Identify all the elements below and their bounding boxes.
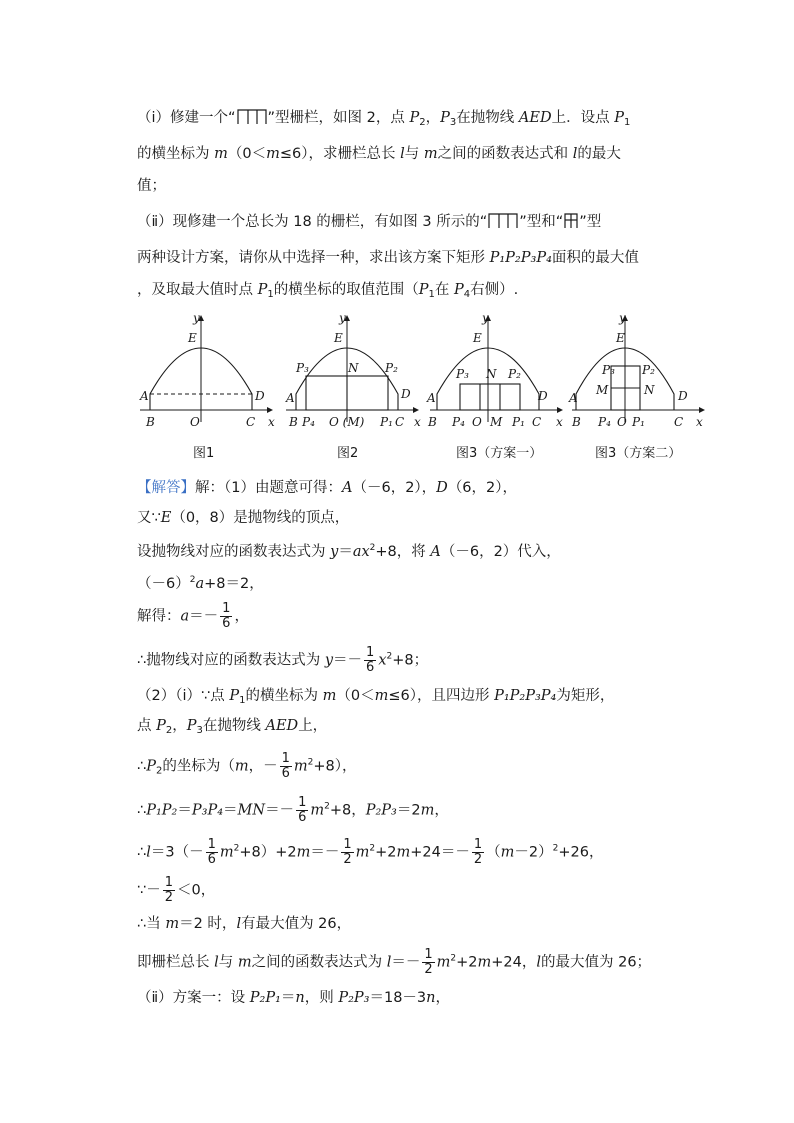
grid-fence-shape-icon	[563, 212, 579, 228]
var: MN	[237, 802, 266, 819]
var: m	[293, 758, 308, 775]
numerator: 1	[424, 947, 433, 962]
text: 与	[404, 146, 424, 162]
var: P	[257, 282, 268, 298]
var: P	[156, 718, 166, 734]
text: ＝－	[189, 608, 219, 625]
var: m	[436, 954, 451, 971]
var: ax	[352, 544, 370, 560]
label-P3: P₃	[296, 361, 309, 375]
text: 与	[218, 954, 238, 971]
label-y: y	[482, 311, 489, 325]
figure-3-plan-1	[426, 310, 574, 432]
var: n	[295, 990, 305, 1006]
var: y	[330, 544, 339, 560]
label-x: x	[268, 415, 275, 429]
numerator: 1	[164, 875, 174, 890]
text: 的横坐标的取值范围（	[273, 282, 419, 298]
var: D	[436, 480, 448, 496]
sup: 2	[369, 843, 376, 854]
var: m	[374, 688, 389, 704]
text: 右侧）.	[470, 282, 519, 298]
text: +24＝－	[410, 844, 470, 861]
var: m	[234, 758, 249, 775]
text: ，	[234, 608, 249, 625]
var: l	[400, 146, 405, 162]
var: P	[440, 110, 450, 126]
text: ”型栅栏，如图 2，点	[267, 110, 410, 126]
answer-line-5	[137, 602, 249, 631]
numerator: 1	[366, 645, 375, 660]
denominator: 6	[298, 810, 307, 825]
text: ∴	[137, 844, 147, 861]
answer-line-6	[137, 646, 428, 675]
var: l	[572, 146, 578, 162]
text: 的最大值为 26；	[541, 954, 652, 971]
var: P	[614, 110, 624, 126]
label-A: A	[427, 391, 436, 405]
fraction	[341, 838, 353, 867]
label-B: B	[428, 415, 437, 429]
label-P1: P₁	[380, 415, 393, 429]
label-D: D	[401, 387, 411, 401]
text: （6，2），	[447, 480, 518, 496]
problem-i-line-1	[137, 108, 630, 133]
label-N: N	[486, 367, 497, 381]
label-P1: P₁	[512, 415, 525, 429]
text: ＝－	[333, 652, 363, 669]
text: 有最大值为 26，	[241, 916, 352, 932]
fraction	[220, 602, 232, 631]
problem-i-line-2	[137, 144, 621, 164]
caption-figure-2: 图2	[337, 446, 359, 461]
text: ∵－	[137, 882, 161, 899]
text: 两种设计方案，请你从中选择一种，求出该方案下矩形	[137, 250, 490, 266]
label-O: O	[617, 415, 627, 429]
numerator: 1	[298, 795, 307, 810]
figure-1	[136, 310, 284, 432]
var: P₁P₂	[146, 802, 178, 819]
var: x	[378, 652, 387, 669]
text: 之间的函数表达式和	[437, 146, 573, 162]
denominator: 2	[473, 852, 483, 867]
label-C: C	[246, 415, 256, 429]
text: ，	[172, 718, 187, 734]
text: +2	[456, 954, 478, 971]
text: ≤6），求栅栏总长	[279, 146, 401, 162]
label-y: y	[619, 311, 626, 325]
text: +8，	[329, 802, 366, 819]
var: P₃P₄	[191, 802, 224, 819]
label-O: O	[472, 415, 482, 429]
text: 的坐标为（	[162, 758, 235, 775]
fraction	[163, 876, 175, 905]
fence-shape-icon	[487, 212, 519, 228]
label-P2: P₂	[642, 363, 655, 377]
text: 的横坐标为	[245, 688, 323, 704]
sub: 3	[196, 725, 203, 736]
label-y: y	[339, 311, 346, 325]
var: y	[324, 652, 334, 669]
text: ∴抛物线对应的函数表达式为	[137, 652, 325, 669]
caption-figure-3-plan-2: 图3（方案二）	[595, 446, 682, 461]
label-P4: P₄	[452, 415, 465, 429]
var: P	[454, 282, 464, 298]
sub: 2	[156, 765, 163, 777]
text: ＝3（－	[150, 844, 204, 861]
var: m	[219, 844, 234, 861]
text: 上．设点	[551, 110, 615, 126]
var: m	[165, 916, 180, 932]
label-O: O	[190, 415, 200, 429]
answer-line-11	[137, 838, 603, 867]
var: AED	[518, 110, 552, 126]
sub: 1	[623, 117, 631, 128]
problem-i-line-3	[137, 176, 166, 196]
label-D: D	[538, 389, 548, 403]
fraction	[280, 752, 292, 781]
problem-ii-line-2	[137, 248, 639, 268]
var: P₁P₂P₃P₄	[494, 688, 557, 704]
fence-shape-icon	[236, 108, 268, 124]
text: ∴当	[137, 916, 166, 932]
text: +8，将	[375, 544, 431, 560]
label-M: M	[596, 383, 609, 397]
text: ＝18－3	[369, 990, 427, 1006]
label-M: M	[490, 415, 503, 429]
text: ≤6），且四边形	[388, 688, 495, 704]
text: +8＝2，	[204, 576, 264, 592]
text: 为矩形，	[556, 688, 615, 704]
numerator: 1	[207, 837, 216, 852]
var: n	[426, 990, 436, 1006]
var: m	[214, 146, 228, 162]
sup: 2	[307, 757, 314, 768]
sub: 3	[449, 117, 457, 128]
var: A	[430, 544, 441, 560]
answer-line-15	[137, 988, 450, 1008]
text: （－6，2），	[352, 480, 437, 496]
label-O-M: O (M)	[329, 415, 365, 429]
var: l	[214, 954, 219, 971]
answer-line-14	[137, 948, 651, 977]
text: ，－	[248, 758, 278, 775]
sup: 2	[386, 651, 393, 662]
sub: 2	[165, 725, 173, 736]
sub: 2	[419, 117, 426, 128]
fraction	[472, 838, 484, 867]
figure-3-plan-2	[568, 310, 716, 432]
problem-ii-line-3	[137, 280, 518, 305]
var: a	[195, 576, 205, 592]
text: （ⅱ）现修建一个总长为 18 的栅栏，有如图 3 所示的“	[137, 214, 488, 230]
var: P₁P₂P₃P₄	[489, 250, 552, 266]
var: m	[310, 802, 325, 819]
text: ＝－	[265, 802, 295, 819]
label-x: x	[696, 415, 703, 429]
text: 上，	[298, 718, 328, 734]
sup: 2	[324, 801, 330, 812]
var: l	[536, 954, 541, 971]
text: 值；	[137, 178, 166, 194]
text: ＝	[223, 802, 238, 819]
sub: 1	[239, 695, 246, 706]
text: ”型和“	[519, 214, 564, 230]
var: P₂P₁	[249, 990, 281, 1006]
label-P4: P₄	[302, 415, 315, 429]
var: m	[420, 802, 435, 819]
denominator: 6	[207, 852, 216, 867]
label-D: D	[678, 389, 688, 403]
text: ＝2	[396, 802, 421, 819]
denominator: 2	[164, 890, 174, 905]
var: l	[146, 844, 151, 861]
text: ＝－	[391, 954, 421, 971]
text: 在	[434, 282, 454, 298]
text: 之间的函数表达式为	[251, 954, 387, 971]
answer-line-2	[137, 508, 349, 528]
var: P	[146, 758, 156, 775]
label-N: N	[348, 361, 359, 375]
denominator: 6	[366, 660, 375, 675]
label-x: x	[414, 415, 421, 429]
label-E: E	[334, 331, 343, 345]
text: +8；	[392, 652, 429, 669]
label-B: B	[572, 415, 581, 429]
problem-ii-line-1	[137, 212, 601, 232]
text: 在抛物线	[456, 110, 519, 126]
label-N: N	[644, 383, 655, 397]
answer-line-7	[137, 686, 614, 711]
text: （ⅰ）修建一个“	[137, 110, 236, 126]
label-D: D	[255, 389, 265, 403]
label-C: C	[395, 415, 405, 429]
var: l	[386, 954, 392, 971]
answer-line-8	[137, 716, 327, 741]
var: P	[229, 688, 240, 704]
var: E	[160, 510, 172, 526]
sup: 2	[189, 575, 196, 585]
text: （0，8）是抛物线的顶点，	[171, 510, 350, 526]
text: ＜0，	[177, 882, 216, 899]
text: 点	[137, 718, 157, 734]
sub: 1	[267, 289, 274, 300]
label-P2: P₂	[508, 367, 521, 381]
text: 解：（1）由题意可得：	[195, 480, 342, 496]
denominator: 2	[424, 962, 433, 977]
var: P	[186, 718, 197, 734]
label-P1: P₁	[632, 415, 645, 429]
answer-line-13	[137, 914, 351, 934]
label-B: B	[289, 415, 298, 429]
text: （0＜	[336, 688, 375, 704]
answer-line-12	[137, 876, 215, 905]
text: ”型	[579, 214, 602, 230]
text: 解得：	[137, 608, 181, 625]
text: 面积的最大值	[551, 250, 639, 266]
text: +8），	[313, 758, 357, 775]
text: ，	[435, 990, 451, 1006]
fence-rectangle	[460, 384, 520, 410]
sup: 2	[450, 953, 457, 964]
text: 的横坐标为	[137, 146, 215, 162]
answer-line-3	[137, 538, 561, 562]
text: （－6）	[137, 576, 190, 592]
sub: 4	[463, 289, 471, 300]
label-x: x	[556, 415, 563, 429]
fraction	[364, 646, 376, 675]
sup: 2	[369, 543, 376, 553]
label-P3: P₃	[602, 363, 615, 377]
numerator: 1	[222, 601, 231, 616]
caption-figure-1: 图1	[193, 446, 215, 461]
text: ＝－	[310, 844, 340, 861]
text: 设抛物线对应的函数表达式为	[137, 544, 331, 560]
text: 又∵	[137, 510, 161, 526]
sup: 2	[552, 843, 559, 854]
fraction	[296, 796, 308, 825]
var: P₂P₃	[365, 802, 397, 819]
text: 在抛物线	[202, 718, 266, 734]
label-P2: P₂	[385, 361, 398, 375]
text: +8）+2	[239, 844, 297, 861]
text: ＝2 时，	[179, 916, 237, 932]
label-C: C	[532, 415, 542, 429]
var: m	[322, 688, 337, 704]
text: －2）	[514, 844, 553, 861]
sub: 1	[428, 289, 435, 300]
label-C: C	[674, 415, 684, 429]
text: +2	[375, 844, 397, 861]
var: m	[237, 954, 252, 971]
caption-figure-3-plan-1: 图3（方案一）	[456, 446, 543, 461]
text: +26，	[558, 844, 604, 861]
text: （2）（ⅰ）∵点	[137, 688, 230, 704]
text: ＝	[280, 990, 296, 1006]
label-B: B	[146, 415, 155, 429]
var: m	[296, 844, 311, 861]
var: P₂P₃	[338, 990, 370, 1006]
denominator: 6	[281, 766, 290, 781]
text: ＝	[177, 802, 192, 819]
label-P3: P₃	[456, 367, 469, 381]
label-y: y	[193, 311, 200, 325]
text: +24，	[491, 954, 537, 971]
answer-tag: 【解答】	[137, 480, 195, 496]
text: ，及取最大值时点	[137, 282, 258, 298]
text: 即栅栏总长	[137, 954, 215, 971]
text: ，	[425, 110, 441, 126]
text: 的最大	[577, 146, 621, 162]
numerator: 1	[343, 837, 352, 852]
fraction	[422, 948, 434, 977]
fraction	[206, 838, 218, 867]
answer-line-9	[137, 752, 357, 782]
label-E: E	[473, 331, 482, 345]
label-A: A	[569, 391, 578, 405]
text: ，则	[304, 990, 339, 1006]
var: A	[341, 480, 353, 496]
label-A: A	[286, 391, 295, 405]
numerator: 1	[281, 751, 290, 766]
denominator: 2	[343, 852, 352, 867]
text: （－6，2）代入，	[440, 544, 561, 560]
var: m	[500, 844, 515, 861]
label-A: A	[140, 389, 149, 403]
sup: 2	[233, 843, 240, 854]
text: （0＜	[227, 146, 267, 162]
label-P4: P₄	[598, 415, 611, 429]
text: ＝	[338, 544, 353, 560]
var: m	[355, 844, 370, 861]
var: P	[409, 110, 420, 126]
text: ，	[434, 802, 449, 819]
var: AED	[265, 718, 299, 734]
denominator: 6	[222, 616, 231, 631]
figure-2	[282, 310, 430, 432]
text: （ⅱ）方案一：设	[137, 990, 250, 1006]
answer-line-4	[137, 570, 264, 594]
var: m	[423, 146, 438, 162]
var: m	[477, 954, 492, 971]
label-E: E	[188, 331, 197, 345]
numerator: 1	[473, 837, 483, 852]
text: ∴	[137, 758, 147, 775]
label-E: E	[616, 331, 625, 345]
answer-line-1	[137, 478, 517, 498]
var: l	[236, 916, 242, 932]
var: P	[418, 282, 429, 298]
var: a	[180, 608, 190, 625]
answer-line-10	[137, 796, 449, 825]
var: m	[396, 844, 411, 861]
text: ∴	[137, 802, 147, 819]
text: （	[486, 844, 501, 861]
var: m	[266, 146, 280, 162]
